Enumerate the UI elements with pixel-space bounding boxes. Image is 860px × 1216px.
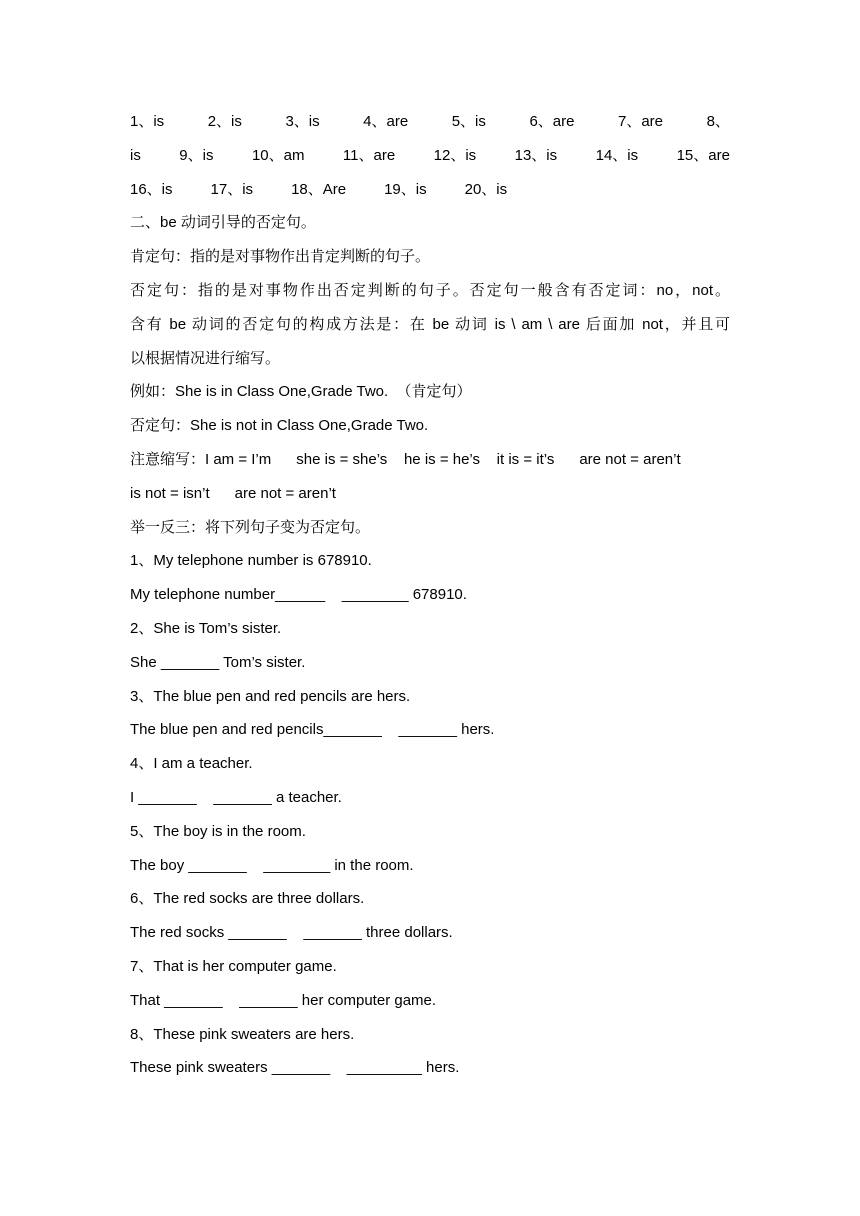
answer-row-2 xyxy=(130,139,730,173)
exercise-question: 2、She is Tom’s sister. xyxy=(130,619,282,637)
exercise-answer-line: She _______ Tom’s sister. xyxy=(130,653,306,671)
document-page xyxy=(130,105,730,1085)
example-affirmative: 例如：She is in Class One,Grade Two. （肯定句） xyxy=(130,383,472,401)
exercise-question: 5、The boy is in the room. xyxy=(130,822,306,840)
answer-item: 13、is xyxy=(514,146,558,164)
answer-item: 16、is xyxy=(130,180,173,198)
answer-item: 9、is xyxy=(179,146,214,164)
contractions-line-2: is not = isn’t are not = aren’t xyxy=(130,484,336,502)
definition-negative-line-3: 以根据情况进行缩写。 xyxy=(130,349,281,367)
answer-item: 8、 xyxy=(706,113,730,130)
exercise-question: 3、The blue pen and red pencils are hers. xyxy=(130,687,411,705)
answer-item: 1、is xyxy=(130,113,165,130)
answer-item: 11、are xyxy=(342,146,396,164)
exercise-answer-line: The red socks _______ _______ three dollars. xyxy=(130,924,453,942)
exercise-title: 举一反三：将下列句子变为否定句。 xyxy=(130,518,371,536)
answer-item: 3、is xyxy=(285,113,320,130)
exercise-answer-line: I _______ _______ a teacher. xyxy=(130,788,342,806)
answer-item: 14、is xyxy=(595,146,639,164)
answer-item: is xyxy=(130,146,141,164)
definition-negative-line-1: 否定句：指的是对事物作出否定判断的句子。否定句一般含有否定词：no，not。 xyxy=(130,281,730,299)
exercise-question: 1、My telephone number is 678910. xyxy=(130,552,372,570)
exercise-question: 4、I am a teacher. xyxy=(130,755,253,773)
answer-item: 12、is xyxy=(433,146,477,164)
example-negative: 否定句：She is not in Class One,Grade Two. xyxy=(130,417,429,435)
section-title: 二、be 动词引导的否定句。 xyxy=(130,214,316,232)
definition-affirmative: 肯定句：指的是对事物作出肯定判断的句子。 xyxy=(130,248,431,266)
exercise-question: 8、These pink sweaters are hers. xyxy=(130,1025,355,1043)
contractions-line-1: 注意缩写：I am = I’m she is = she’s he is = he’s it is = it’s are not = aren’t xyxy=(130,450,681,468)
exercise-answer-line: These pink sweaters _______ _________ hers. xyxy=(130,1059,460,1077)
answer-item: 5、is xyxy=(451,113,486,130)
answer-row-1 xyxy=(130,105,730,139)
definition-negative-line-2: 含有 be 动词的否定句的构成方法是：在 be 动词 is \ am \ are 后面加 not，并且可 xyxy=(130,315,730,333)
answer-item: 2、is xyxy=(207,113,242,130)
exercise-question: 7、That is her computer game. xyxy=(130,957,337,975)
exercise-answer-line: The blue pen and red pencils_______ _______ hers. xyxy=(130,721,495,739)
answer-item: 15、are xyxy=(676,146,730,164)
answer-item: 7、are xyxy=(618,113,664,130)
answer-item: 19、is xyxy=(384,180,427,198)
answer-item: 17、is xyxy=(210,180,254,198)
answer-item: 6、are xyxy=(529,113,575,130)
answer-row-3 xyxy=(130,173,730,207)
answer-item: 10、am xyxy=(251,146,305,164)
exercise-answer-line: My telephone number______ ________ 678910. xyxy=(130,586,467,604)
exercise-answer-line: That _______ _______ her computer game. xyxy=(130,991,437,1009)
answer-item: 20、is xyxy=(464,180,508,198)
exercise-answer-line: The boy _______ ________ in the room. xyxy=(130,856,414,874)
answer-item: 4、are xyxy=(363,113,409,130)
exercise-question: 6、The red socks are three dollars. xyxy=(130,890,365,908)
answer-item: 18、Are xyxy=(291,180,347,198)
